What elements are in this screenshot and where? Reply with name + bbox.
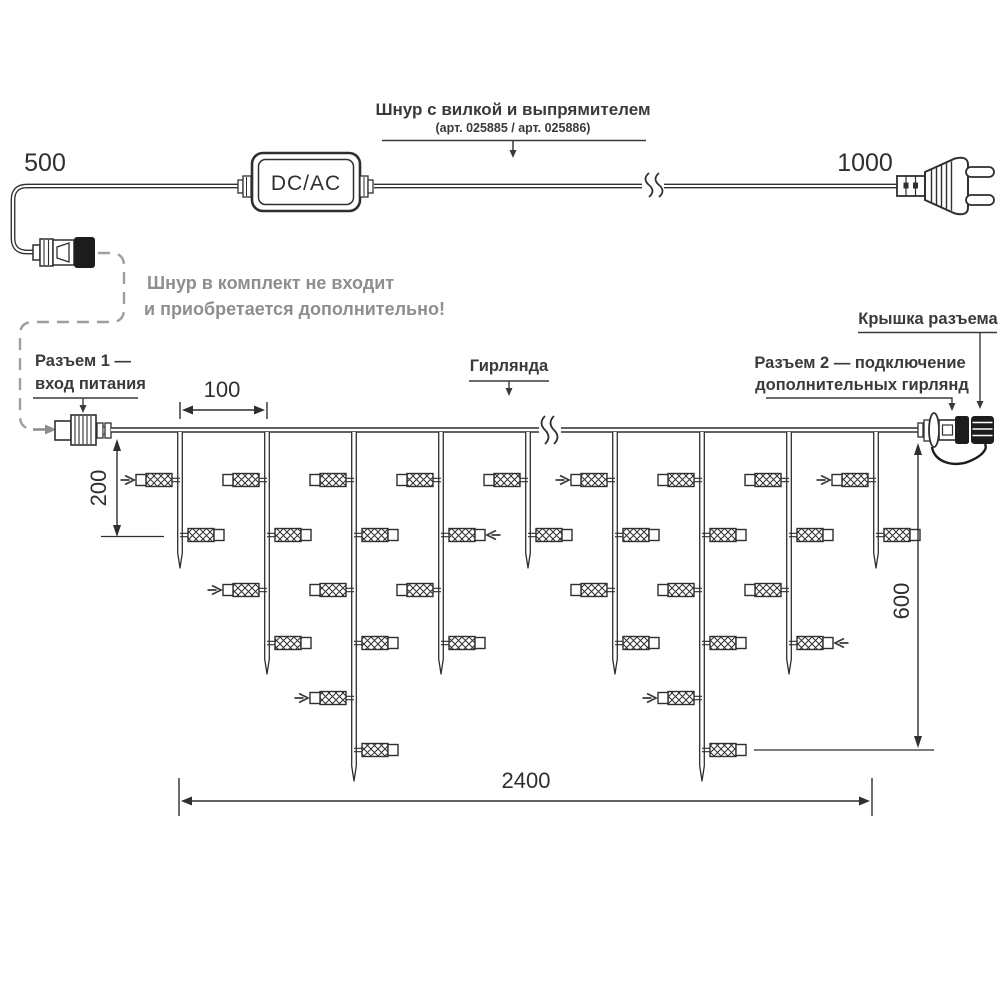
garland-main-wire <box>111 416 918 444</box>
garland-drop <box>310 432 398 781</box>
lamp-icon <box>658 584 702 597</box>
lamp-icon <box>615 529 659 542</box>
direction-arrow-icon <box>121 476 135 485</box>
lamp-icon <box>571 474 615 487</box>
dimension-2400-value: 2400 <box>501 768 551 793</box>
dimension-2400 <box>179 768 872 816</box>
lamp-icon <box>310 584 354 597</box>
cord-title: Шнур с вилкой и выпрямителем <box>375 100 651 119</box>
lamp-icon <box>571 584 615 597</box>
garland-callout <box>469 357 549 396</box>
direction-arrow-icon <box>817 476 831 485</box>
lamp-icon <box>484 474 528 487</box>
garland-label: Гирлянда <box>469 357 549 375</box>
cable-500-length: 500 <box>24 149 66 177</box>
garland-drop <box>136 432 224 568</box>
dimension-100-value: 100 <box>203 377 241 402</box>
dimension-200 <box>86 439 164 537</box>
lamp-icon <box>397 474 441 487</box>
garland-drop <box>223 432 311 674</box>
connector-cap-icon <box>971 416 994 444</box>
direction-arrow-icon <box>643 694 657 703</box>
lamp-icon <box>223 474 267 487</box>
direction-arrow-icon <box>487 531 501 540</box>
lamp-icon <box>354 529 398 542</box>
lamp-icon <box>441 529 485 542</box>
power-plug-icon <box>897 158 994 215</box>
garland-drop <box>484 432 572 568</box>
garland-drop <box>571 432 659 674</box>
lamp-icon <box>528 529 572 542</box>
lamp-icon <box>615 637 659 650</box>
lamp-icon <box>789 529 833 542</box>
lamp-icon <box>789 637 833 650</box>
dashed-link-line <box>20 253 124 429</box>
direction-arrow-icon <box>208 586 222 595</box>
lamp-icon <box>702 637 746 650</box>
lamp-icon <box>745 474 789 487</box>
garland-drop <box>832 432 920 568</box>
garland-drops <box>121 432 921 781</box>
lamp-icon <box>658 692 702 705</box>
lamp-icon <box>832 474 876 487</box>
lamp-icon <box>397 584 441 597</box>
lamp-icon <box>136 474 180 487</box>
lamp-icon <box>745 584 789 597</box>
lamp-icon <box>223 584 267 597</box>
connector-cap-label: Крышка разъема <box>858 310 998 328</box>
cable-1000 <box>374 173 897 197</box>
connector2-label-line2: дополнительных гирлянд <box>755 376 969 394</box>
wire-break-icon <box>542 416 558 444</box>
cable-break-icon <box>646 173 663 197</box>
connector1-label-line1: Разъем 1 — <box>35 352 131 370</box>
direction-arrow-icon <box>556 476 570 485</box>
garland-drop <box>745 432 833 674</box>
gray-arrow-icon <box>33 425 57 435</box>
power-cord-assembly <box>13 100 994 268</box>
connector1-label-line2: вход питания <box>35 375 146 393</box>
lamp-icon <box>658 474 702 487</box>
cable-1000-length: 1000 <box>837 149 893 177</box>
cord-title-callout <box>375 100 650 158</box>
connector2-callout <box>754 354 969 411</box>
dimension-200-value: 200 <box>86 469 111 507</box>
note-line2: и приобретается дополнительно! <box>144 299 445 319</box>
lamp-icon <box>267 637 311 650</box>
lamp-icon <box>354 637 398 650</box>
dimension-600-value: 600 <box>889 582 914 620</box>
lamp-icon <box>180 529 224 542</box>
direction-arrow-icon <box>835 639 849 648</box>
dc-ac-label: DC/AC <box>270 172 342 195</box>
connector2-label-line1: Разъем 2 — подключение <box>754 354 966 372</box>
output-connector-icon <box>918 413 994 464</box>
lamp-icon <box>441 637 485 650</box>
lamp-icon <box>702 529 746 542</box>
lamp-icon <box>876 529 920 542</box>
direction-arrow-icon <box>295 694 309 703</box>
garland-drop <box>658 432 746 781</box>
garland-assembly <box>33 310 999 816</box>
cord-article-numbers: (арт. 025885 / арт. 025886) <box>435 121 591 135</box>
garland-drop <box>397 432 485 674</box>
power-input-connector-icon <box>55 415 111 445</box>
note-line1: Шнур в комплект не входит <box>147 273 395 293</box>
cap-tether-strap <box>932 444 986 464</box>
lamp-icon <box>354 744 398 757</box>
cord-connector-icon <box>33 237 95 268</box>
dc-ac-converter <box>238 153 373 211</box>
lamp-icon <box>310 474 354 487</box>
dimension-100 <box>180 377 267 419</box>
connector1-callout <box>33 352 146 413</box>
connector-black-cap <box>74 237 95 268</box>
lamp-icon <box>267 529 311 542</box>
lamp-icon <box>310 692 354 705</box>
lamp-icon <box>702 744 746 757</box>
